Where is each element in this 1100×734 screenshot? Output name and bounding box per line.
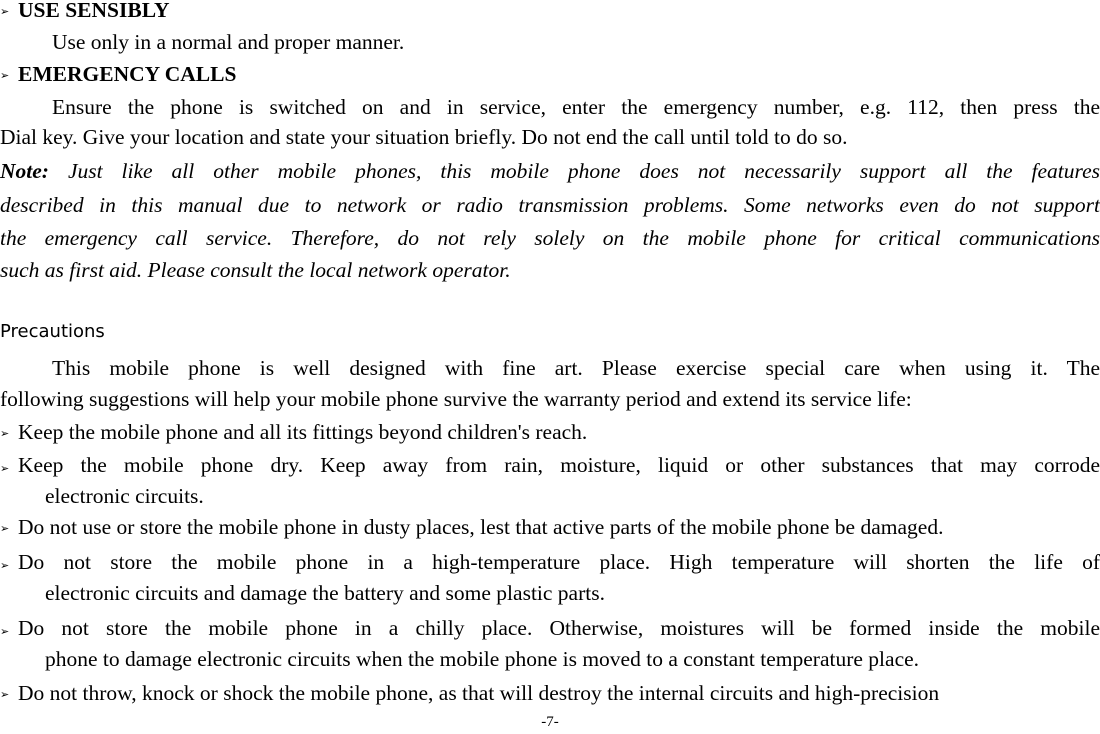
precaution-item-1-text: Keep the mobile phone and all its fittings beyond children's reach. [18, 420, 588, 444]
bullet-arrow-icon: ➢ [0, 427, 10, 440]
bullet-arrow-icon: ➢ [0, 5, 10, 18]
precautions-intro-line-2: following suggestions will help your mobile phone survive the warranty period and extend its service life: [0, 387, 912, 411]
note-line-4: such as first aid. Please consult the local network operator. [0, 258, 511, 282]
page-number: -7- [541, 714, 559, 730]
precaution-item-3-text: Do not use or store the mobile phone in dusty places, lest that active parts of the mobile phone be damaged. [18, 515, 944, 539]
emergency-calls-title: EMERGENCY CALLS [18, 62, 237, 86]
precaution-item-4-line-2: electronic circuits and damage the battery and some plastic parts. [45, 581, 605, 605]
precaution-item-6-text: Do not throw, knock or shock the mobile phone, as that will destroy the internal circuits and high-precision [18, 681, 940, 705]
bullet-arrow-icon: ➢ [0, 69, 10, 82]
note-line-3: the emergency call service. Therefore, do not rely solely on the mobile phone for critical communications [0, 226, 1100, 250]
use-sensibly-title: USE SENSIBLY [18, 0, 170, 22]
emergency-text-line-2: Dial key. Give your location and state your situation briefly. Do not end the call until told to do so. [0, 125, 848, 149]
bullet-arrow-icon: ➢ [0, 688, 10, 701]
precaution-item-1 [0, 416, 1100, 450]
precautions-intro-line-1: This mobile phone is well designed with fine art. Please exercise special care when using it. The [52, 356, 1100, 380]
bullet-arrow-icon: ➢ [0, 559, 10, 572]
use-sensibly-heading [0, 0, 1100, 28]
note-text-1: Just like all other mobile phones, this mobile phone does not necessarily support all the features [67, 159, 1100, 183]
use-sensibly-text: Use only in a normal and proper manner. [52, 30, 405, 54]
bullet-arrow-icon: ➢ [0, 522, 10, 535]
note-label: Note: [0, 159, 49, 183]
precaution-item-3 [0, 511, 1100, 545]
precaution-item-5-line-1: Do not store the mobile phone in a chilly place. Otherwise, moistures will be formed inside the mobile [18, 616, 1100, 640]
bullet-arrow-icon: ➢ [0, 462, 10, 475]
precaution-item-2-line-2: electronic circuits. [45, 484, 204, 508]
precaution-item-6 [0, 677, 1100, 711]
emergency-text-line-1: Ensure the phone is switched on and in service, enter the emergency number, e.g. 112, then press the [52, 95, 1100, 119]
precaution-item-4-line-1: Do not store the mobile phone in a high-temperature place. High temperature will shorten the life of [18, 550, 1100, 574]
emergency-calls-heading [0, 58, 1100, 92]
note-line-2: described in this manual due to network or radio transmission problems. Some networks even do not support [0, 193, 1100, 217]
precaution-item-5-line-2: phone to damage electronic circuits when the mobile phone is moved to a constant temperature place. [45, 647, 920, 671]
precautions-heading: Precautions [0, 321, 105, 342]
note-line-1 [0, 155, 1100, 187]
bullet-arrow-icon: ➢ [0, 625, 10, 638]
precaution-item-2-line-1: Keep the mobile phone dry. Keep away from rain, moisture, liquid or other substances that may corrode [18, 453, 1100, 477]
